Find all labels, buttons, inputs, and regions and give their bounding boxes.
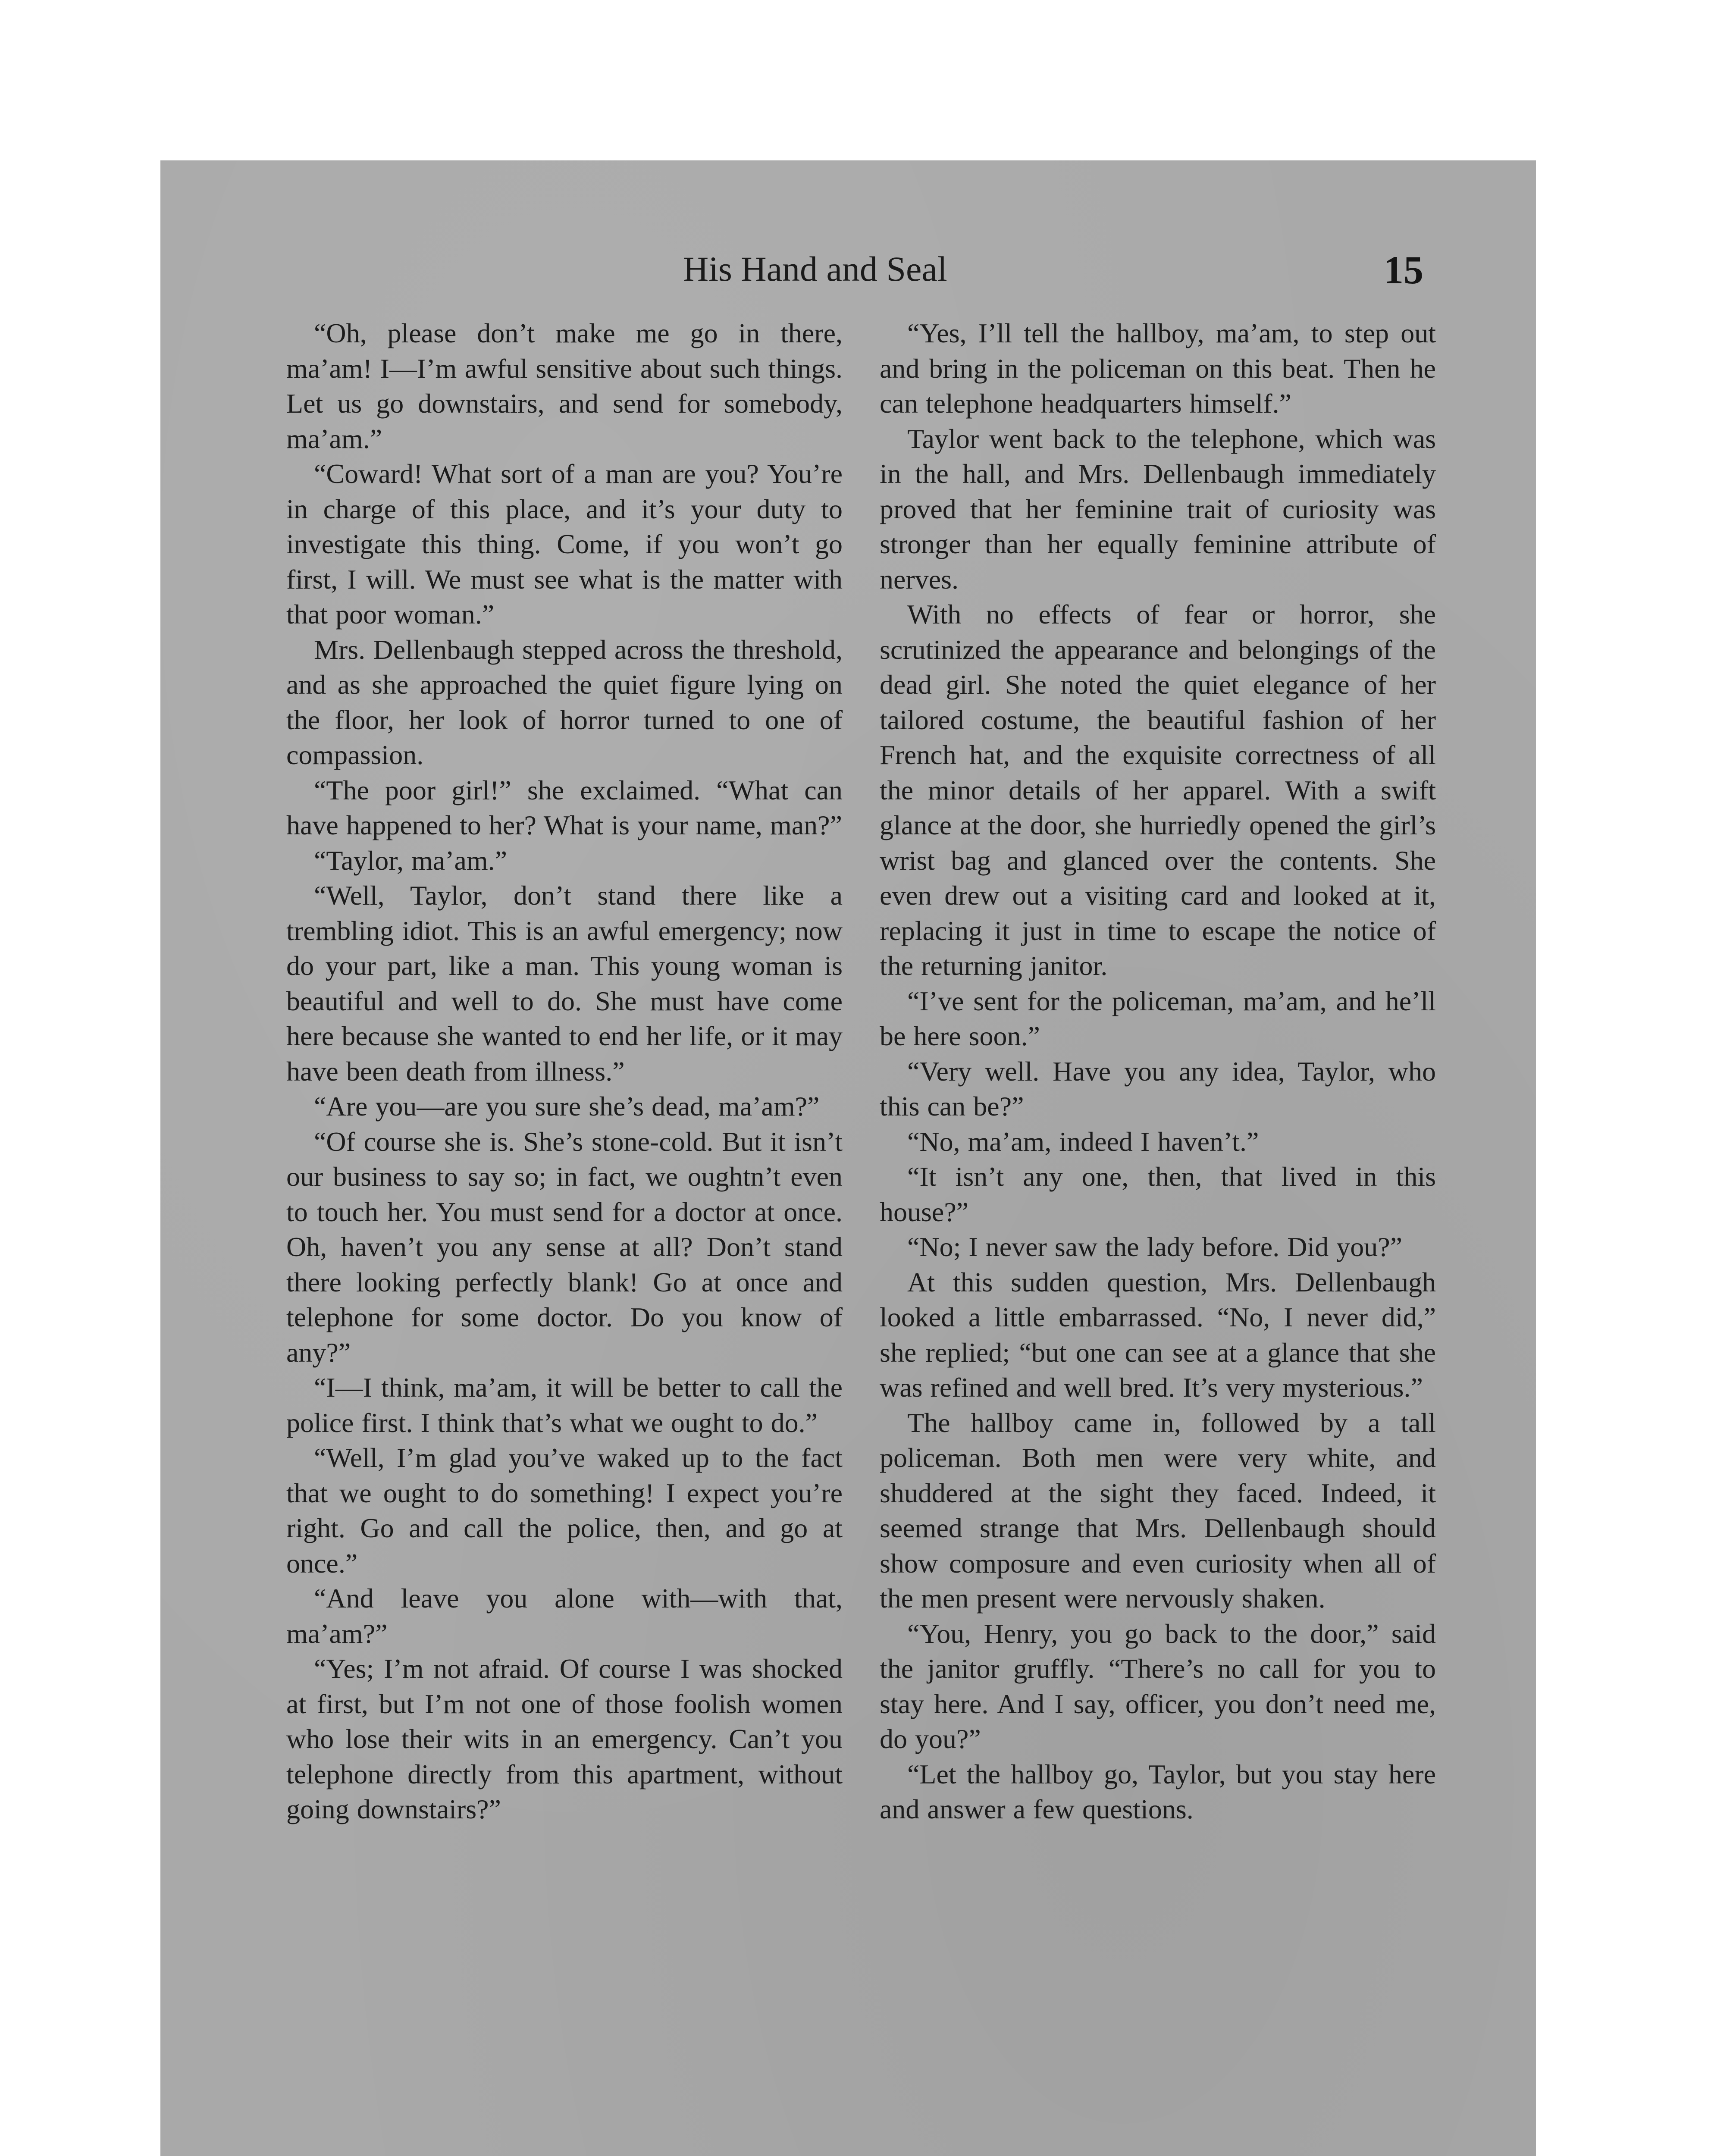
paragraph: “No, ma’am, indeed I haven’t.” xyxy=(907,1126,1259,1157)
paragraph: With no effects of fear or horror, she scrutinized the appearance and belongings of the dead girl. She noted the quiet elegance of her tailored costume, the beautiful fashion of her French hat, and the exquisite correctness of all the minor details of her apparel. With a swift glance at the door, she hurriedly opened the girl’s wrist bag and glanced over the contents. She even drew out a visiting card and looked at it, replacing it just in time to escape the notice of the returning janitor. xyxy=(880,599,1436,981)
running-title: His Hand and Seal xyxy=(683,249,947,288)
left-column xyxy=(286,316,843,1827)
paragraph: “Oh, please don’t make me go in there, ma’am! I—I’m awful sensitive about such things. Let us go downstairs, and send for somebody, ma’am.” xyxy=(286,318,843,454)
scanned-page xyxy=(160,160,1536,2156)
paragraph: “Coward! What sort of a man are you? You’re in charge of this place, and it’s your duty to investigate this thing. Come, if you won’t go first, I will. We must see what is the matter with that poor woman.” xyxy=(286,458,843,630)
paragraph: “Let the hallboy go, Taylor, but you stay here and answer a few questions. xyxy=(880,1758,1436,1824)
paragraph: “No; I never saw the lady before. Did you?” xyxy=(907,1232,1402,1262)
paragraph: “Yes; I’m not afraid. Of course I was shocked at first, but I’m not one of those foolish women who lose their wits in an emergency. Can’t you telephone directly from this apartment, without going downstairs?” xyxy=(286,1653,843,1824)
paragraph: “Taylor, ma’am.” xyxy=(314,845,508,876)
paragraph: Taylor went back to the telephone, which was in the hall, and Mrs. Dellenbaugh immediately proved that her feminine trait of curiosity was stronger than her equally feminine attribute of nerves. xyxy=(880,423,1436,595)
paragraph: “Are you—are you sure she’s dead, ma’am?” xyxy=(314,1091,820,1122)
paragraph: “You, Henry, you go back to the door,” said the janitor gruffly. “There’s no call for you to stay here. And I say, officer, you don’t need me, do you?” xyxy=(880,1618,1436,1754)
right-column xyxy=(880,316,1436,1827)
paragraph: “Of course she is. She’s stone-cold. But it isn’t our business to say so; in fact, we oughtn’t even to touch her. You must send for a doctor at once. Oh, haven’t you any sense at all? Don’t stand there looking perfectly blank! Go at once and telephone for some doctor. Do you know of any?” xyxy=(286,1126,843,1368)
page-number: 15 xyxy=(1384,248,1423,292)
paragraph: “Well, I’m glad you’ve waked up to the fact that we ought to do something! I expect you’re right. Go and call the police, then, and go at once.” xyxy=(286,1442,843,1579)
paragraph: “Yes, I’ll tell the hallboy, ma’am, to step out and bring in the policeman on this beat. Then he can telephone headquarters himself.” xyxy=(880,318,1436,419)
paragraph: “I—I think, ma’am, it will be better to call the police first. I think that’s what we ought to do.” xyxy=(286,1372,843,1438)
paragraph: “It isn’t any one, then, that lived in this house?” xyxy=(880,1161,1436,1227)
paragraph: “Very well. Have you any idea, Taylor, who this can be?” xyxy=(880,1056,1436,1122)
paragraph: The hallboy came in, followed by a tall policeman. Both men were very white, and shuddered at the sight they faced. Indeed, it seemed strange that Mrs. Dellenbaugh should show composure and even curiosity when all of the men present were nervously shaken. xyxy=(880,1407,1436,1614)
paragraph: “And leave you alone with—with that, ma’am?” xyxy=(286,1583,843,1649)
paragraph: At this sudden question, Mrs. Dellenbaugh looked a little embarrassed. “No, I never did,” she replied; “but one can see at a glance that she was refined and well bred. It’s very mysterious.” xyxy=(880,1266,1436,1403)
paragraph: “Well, Taylor, don’t stand there like a trembling idiot. This is an awful emergency; now do your part, like a man. This young woman is beautiful and well to do. She must have come here because she wanted to end her life, or it may have been death from illness.” xyxy=(286,880,843,1087)
running-head xyxy=(160,249,1536,296)
paragraph: “I’ve sent for the policeman, ma’am, and he’ll be here soon.” xyxy=(880,985,1436,1051)
paragraph: Mrs. Dellenbaugh stepped across the threshold, and as she approached the quiet figure lying on the floor, her look of horror turned to one of compassion. xyxy=(286,634,843,770)
paragraph: “The poor girl!” she exclaimed. “What can have happened to her? What is your name, man?” xyxy=(286,774,843,840)
